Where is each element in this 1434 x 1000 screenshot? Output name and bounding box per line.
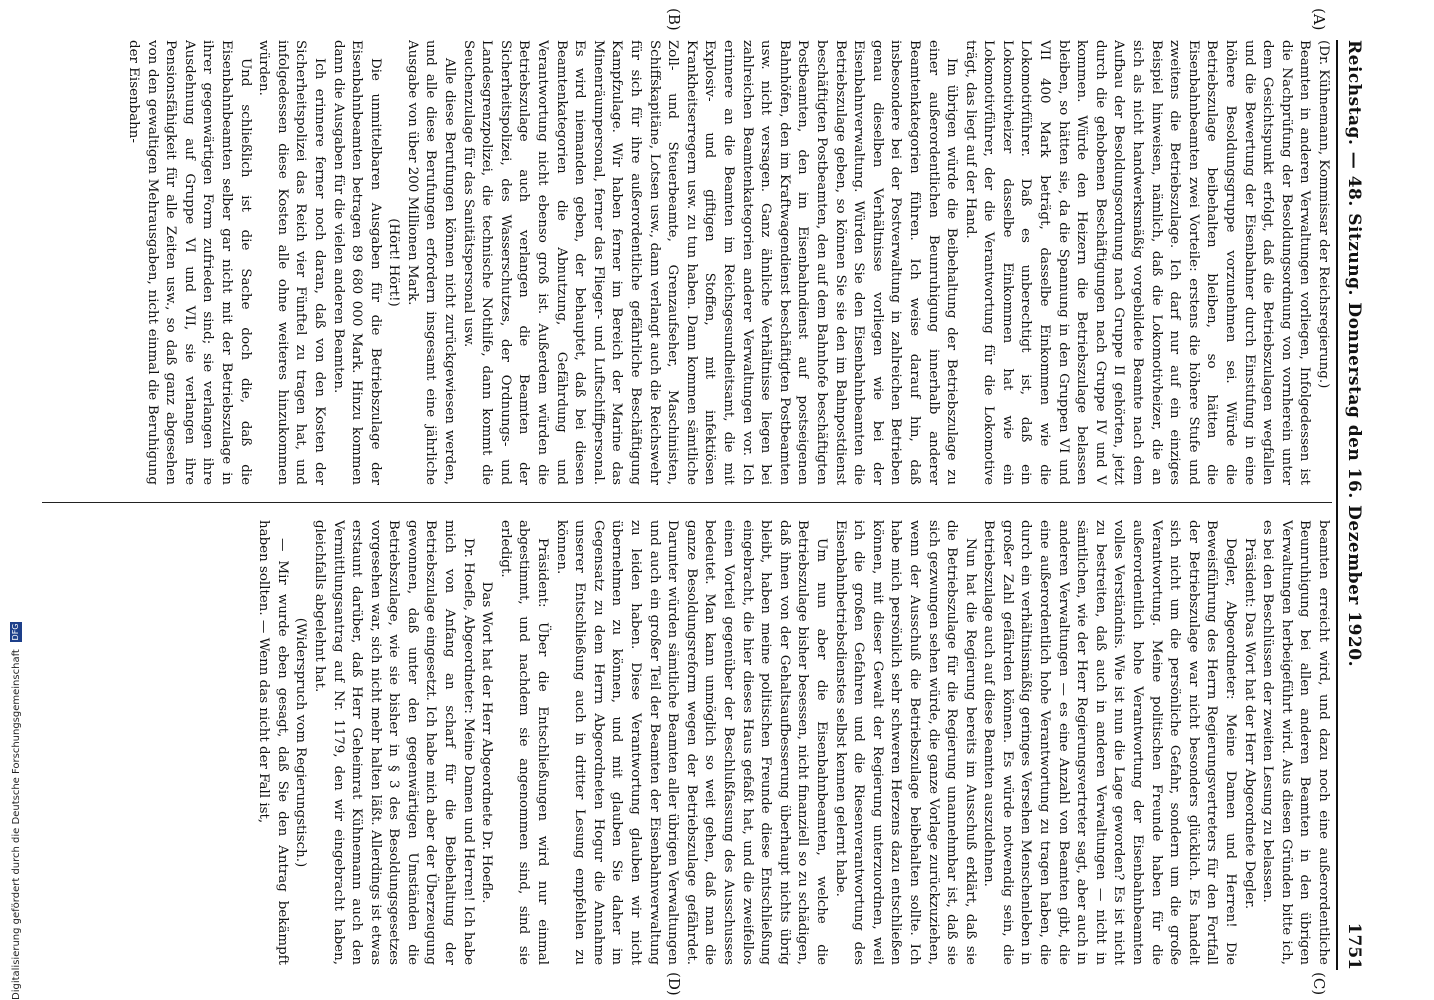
interjection: (Hört! Hört!) bbox=[386, 218, 402, 307]
header-rule bbox=[1336, 40, 1338, 970]
paragraph: Beamten in anderen Verwaltungen vorliegen, Infolgedessen ist die Nachprüfung der Besoldungsordnung von vornherein unter dem Gesichtspunkt erfolgt, daß die Betriebszulagen wegfallen und die Bewertung der Eisenbahner durch Einstufung in eine höhere Besoldungsgruppe vorzunehmen sei. Würde die Betriebszulage beibehalten bleiben, so hätten die Eisenbahnbeamten zwei Vorteile: erstens die höhere Stufe und zweitens die Betriebszulage. Ich darf nur auf ein einziges Beispiel hinweisen, nämlich, daß die Lokomotivheizer, die an sich als nicht handwerksmäßig vorgebildete Beamte nach dem Aufbau der Besoldungsordnung nach Gruppe II gehörten, jetzt durch die gehobenen Beschäftigungen nach Gruppe IV und V kommen. Würde den Heizern die Betriebszulage belassen bleiben, so hätten sie, da die Spannung in den Gruppen VI und VII 400 Mark beträgt, dasselbe Einkommen wie die Lokomotivführer. Daß es unberechtigt ist, daß ein Lokomotivheizer dasselbe Einkommen hat wie ein Lokomotivführer, der die Verantwortung für die Lokomotive trägt, das liegt auf der Hand. bbox=[962, 40, 1313, 485]
header-title: Reichstag. — 48. Sitzung. Donnerstag den 16. Dezember 1920. bbox=[1344, 40, 1364, 667]
speaker-note: (Dr. Kühnemann, Kommissar der Reichsregierung.) bbox=[1316, 40, 1331, 389]
paragraph: Und schließlich ist die Sache doch die, daß die Eisenbahnbeamten selber gar nicht mit der Betriebszulage in ihrer gegenwärtigen Form zufrieden sind; sie verlangen ihre Ausdehnung auf Gruppe VI und VII, sie verlangen ihre Pensionsfähigkeit für alle Zeiten usw., so daß ganz abgesehen von den gewaltigen Mehrausgaben, nicht einmal die Beruhigung der Eisenbahn- bbox=[126, 40, 253, 485]
paragraph: — Mir wurde eben gesagt, daß Sie den Antrag bekämpft haben sollten. — Wenn das nicht der Fall ist, bbox=[256, 520, 290, 965]
text-column-right bbox=[42, 520, 1332, 965]
margin-marker-d: (D) bbox=[665, 972, 683, 996]
speaker-announcement: Das Wort hat der Herr Abgeordnete Dr. Hoefle. bbox=[479, 581, 495, 904]
dfg-logo-icon: DFG bbox=[11, 623, 20, 641]
page-number: 1751 bbox=[1344, 922, 1364, 970]
paragraph: Im übrigen würde die Beibehaltung der Betriebszulage zu einer außerordentlichen Beunruhigung innerhalb anderer Beamtenkategorien führen. Ich weise darauf hin, daß insbesondere bei der Postverwaltung in zahlreichen Betrieben genau dieselben Verhältnisse vorliegen wie bei der Eisenbahnverwaltung. Würden Sie den Eisenbahnbeamten die Betriebszulage geben, so können Sie sie den im Bahnpostdienst beschäftigten Postbeamten, den auf dem Bahnhofe beschäftigten Postbeamten, den im Eisenbahndienst auf postseigenen Bahnhöfen, den im Kraftwagendienst beschäftigten Postbeamten usw. nicht versagen. Ganz ähnliche Verhältnisse liegen bei zahlreichen Beamtenkategorien anderer Verwaltungen vor. Ich erinnere an die Beamten im Reichsgesundheitsamt, die mit Explosiv- und giftigen Stoffen, mit infektiösen Krankheitserregern usw. zu tun haben. Dann kommen sämtliche Zoll- und Steuerbeamte, Grenzaufseher, Maschinisten, Schiffskapitäne, Lotsen usw., dann verlangt auch die Reichswehr für sich für ihre außerordentliche gefährliche Beschäftigung Kampfzulage. Wir haben ferner im Bereich der Marine das Minenräumpersonal, ferner das Flieger- und Luftschiffpersonal. Es wird niemanden geben, der behauptet, daß bei diesen Beamtenkategorien die Abnutzung, Gefährdung und Verantwortung nicht ebenso groß ist. Außerdem würden die Betriebszulage auch verlangen die Beamten der Sicherheitspolizei, des Wasserschutzes, der Ordnungs- und Landesgrenzpolizei, die technische Nothilfe, dann kommt die Seuchenzulage für das Sanitätspersonal usw. bbox=[460, 40, 960, 485]
credit-text: Digitalisierung gefördert durch die Deutsche Forschungsgemeinschaft bbox=[11, 649, 22, 1000]
margin-marker-b: (B) bbox=[665, 8, 683, 31]
president-statement: Präsident: Das Wort hat der Herr Abgeordnete Degler. bbox=[1241, 538, 1257, 910]
column-divider bbox=[42, 502, 1332, 503]
interjection: (Widerspruch vom Regierungstisch.) bbox=[293, 617, 309, 868]
speech-hoefle: Dr. Hoefle, Abgeordneter: Meine Damen und Herren! Ich habe mich von Anfang an scharf für die Beibehaltung der Betriebszulage eingesetzt. Ich habe mich aber der Überzeugung gewonnen, daß unter den gegenwärtigen Umständen die Betriebszulage, wie sie bisher in § 3 des Besoldungsgesetzes vorgesehen war, sich nicht mehr halten läßt. Allerdings ist etwas erstaunt darüber, daß Herr Geheimrat Kühnemann auch den Vermittlungsantrag auf Nr. 1179, den wir eingebracht haben, gleichfalls abgelehnt hat. bbox=[311, 520, 476, 965]
paragraph: Die unmittelbaren Ausgaben für die Betriebszulage der Eisenbahnbeamten betragen 89 680 000 Mark. Hinzu kommen dann die Ausgaben für die vielen anderen Beamten. bbox=[330, 40, 383, 485]
speech-degler: Degler, Abgeordneter: Meine Damen und Herren! Die Beweisführung des Herrn Regierungsvertreters für den Fortfall der Betriebszulage war nicht besonders glücklich. Es handelt sich nicht um die persönliche Gefahr, sondern um die große Verantwortung. Meine politischen Freunde haben für die außerordentlich hohe Verantwortung der Eisenbahnbeamten volles Verständnis. Wie ist nun die Lage geworden? Es ist nicht zu bestreiten, daß auch in anderen Verwaltungen — nicht in sämtlichen, wie der Herr Regierungsvertreter sagt, aber auch in anderen Verwaltungen — es eine Anzahl von Beamten gibt, die eine außerordentlich hohe Verantwortung zu tragen haben, die durch ein verhältnismäßig geringes Versehen Menschenleben in großer Zahl gefährden können. Es würde notwendig sein, die Betriebszulage auch auf diese Beamten auszudehnen. bbox=[981, 520, 1239, 965]
page-header bbox=[1340, 40, 1364, 970]
paragraph: Ich erinnere ferner noch daran, daß von den Kosten der Sicherheitspolizei das Reich vier Fünftel zu tragen hat, und infolgedessen diese Kosten alle ohne weiteres hinzukommen würden. bbox=[256, 40, 327, 485]
paragraph: Alle diese Berufungen können nicht zurückgewiesen werden, und alle diese Berufungen erfordern insgesamt eine jährliche Ausgabe von über 200 Millionen Mark. bbox=[404, 40, 458, 485]
margin-marker-a: (A) bbox=[1310, 8, 1328, 31]
paragraph: beamten erreicht wird, und dazu noch eine außerordentliche Beunruhigung bei allen anderen Beamten in den übrigen Verwaltungen herbeigeführt wird. Aus diesen Gründen bitte ich, es bei den Beschlüssen der zweiten Lesung zu belassen. bbox=[1260, 520, 1331, 965]
margin-marker-c: (C) bbox=[1310, 972, 1328, 996]
paragraph: Nun hat die Regierung bereits im Ausschuß erklärt, daß sie die Betriebszulage für die Regierung unannehmbar ist, daß sie sich gezwungen sehen würde, die ganze Vorlage zurückzuziehen, wenn der Ausschuß die Betriebszulage beibehalten sollte. Ich habe mich persönlich sehr schweren Herzens dazu entschließen können, mit dieser Gewalt der Regierung unterzuordnen, weil ich die großen Gefahren und die Riesenverantwortung des Eisenbahnbetriebsdienstes selbst kennen gelernt habe. bbox=[832, 520, 978, 965]
document-page bbox=[28, 0, 1398, 1000]
digitization-credit bbox=[10, 0, 30, 1000]
president-statement: Präsident: Über die Entschließungen wird nur einmal abgestimmt, und nachdem sie angenommen sind, sind sie erledigt. bbox=[497, 520, 551, 965]
paragraph: Um nun aber die Eisenbahnbeamten, welche die Betriebszulage bisher besessen, nicht finanziell so zu schädigen, daß ihnen von der Gehaltsaufbesserung überhaupt nichts übrig bleibt, haben meine politischen Freunde diese Entschließung eingebracht, die hier dieses Haus gefaßt hat, und die zweifellos einen Vorteil gegenüber der Beschlußfassung des Ausschusses bedeutet. Man kann unmöglich so weit gehen, daß man die ganze Besoldungsreform wegen der Betriebszulage gefährdet. Darunter würden sämtliche Beamten aller übrigen Verwaltungen und auch ein großer Teil der Beamten der Eisenbahnverwaltung zu leiden haben. Diese Verantwortung glauben wir nicht übernehmen zu können, und mit glauben Sie daher im Gegensatz zu dem Herrn Abgeordneten Hogur die Annahme unserer Entschließung auch in dritter Lesung empfehlen zu können. bbox=[553, 520, 829, 965]
text-column-left bbox=[42, 40, 1332, 485]
